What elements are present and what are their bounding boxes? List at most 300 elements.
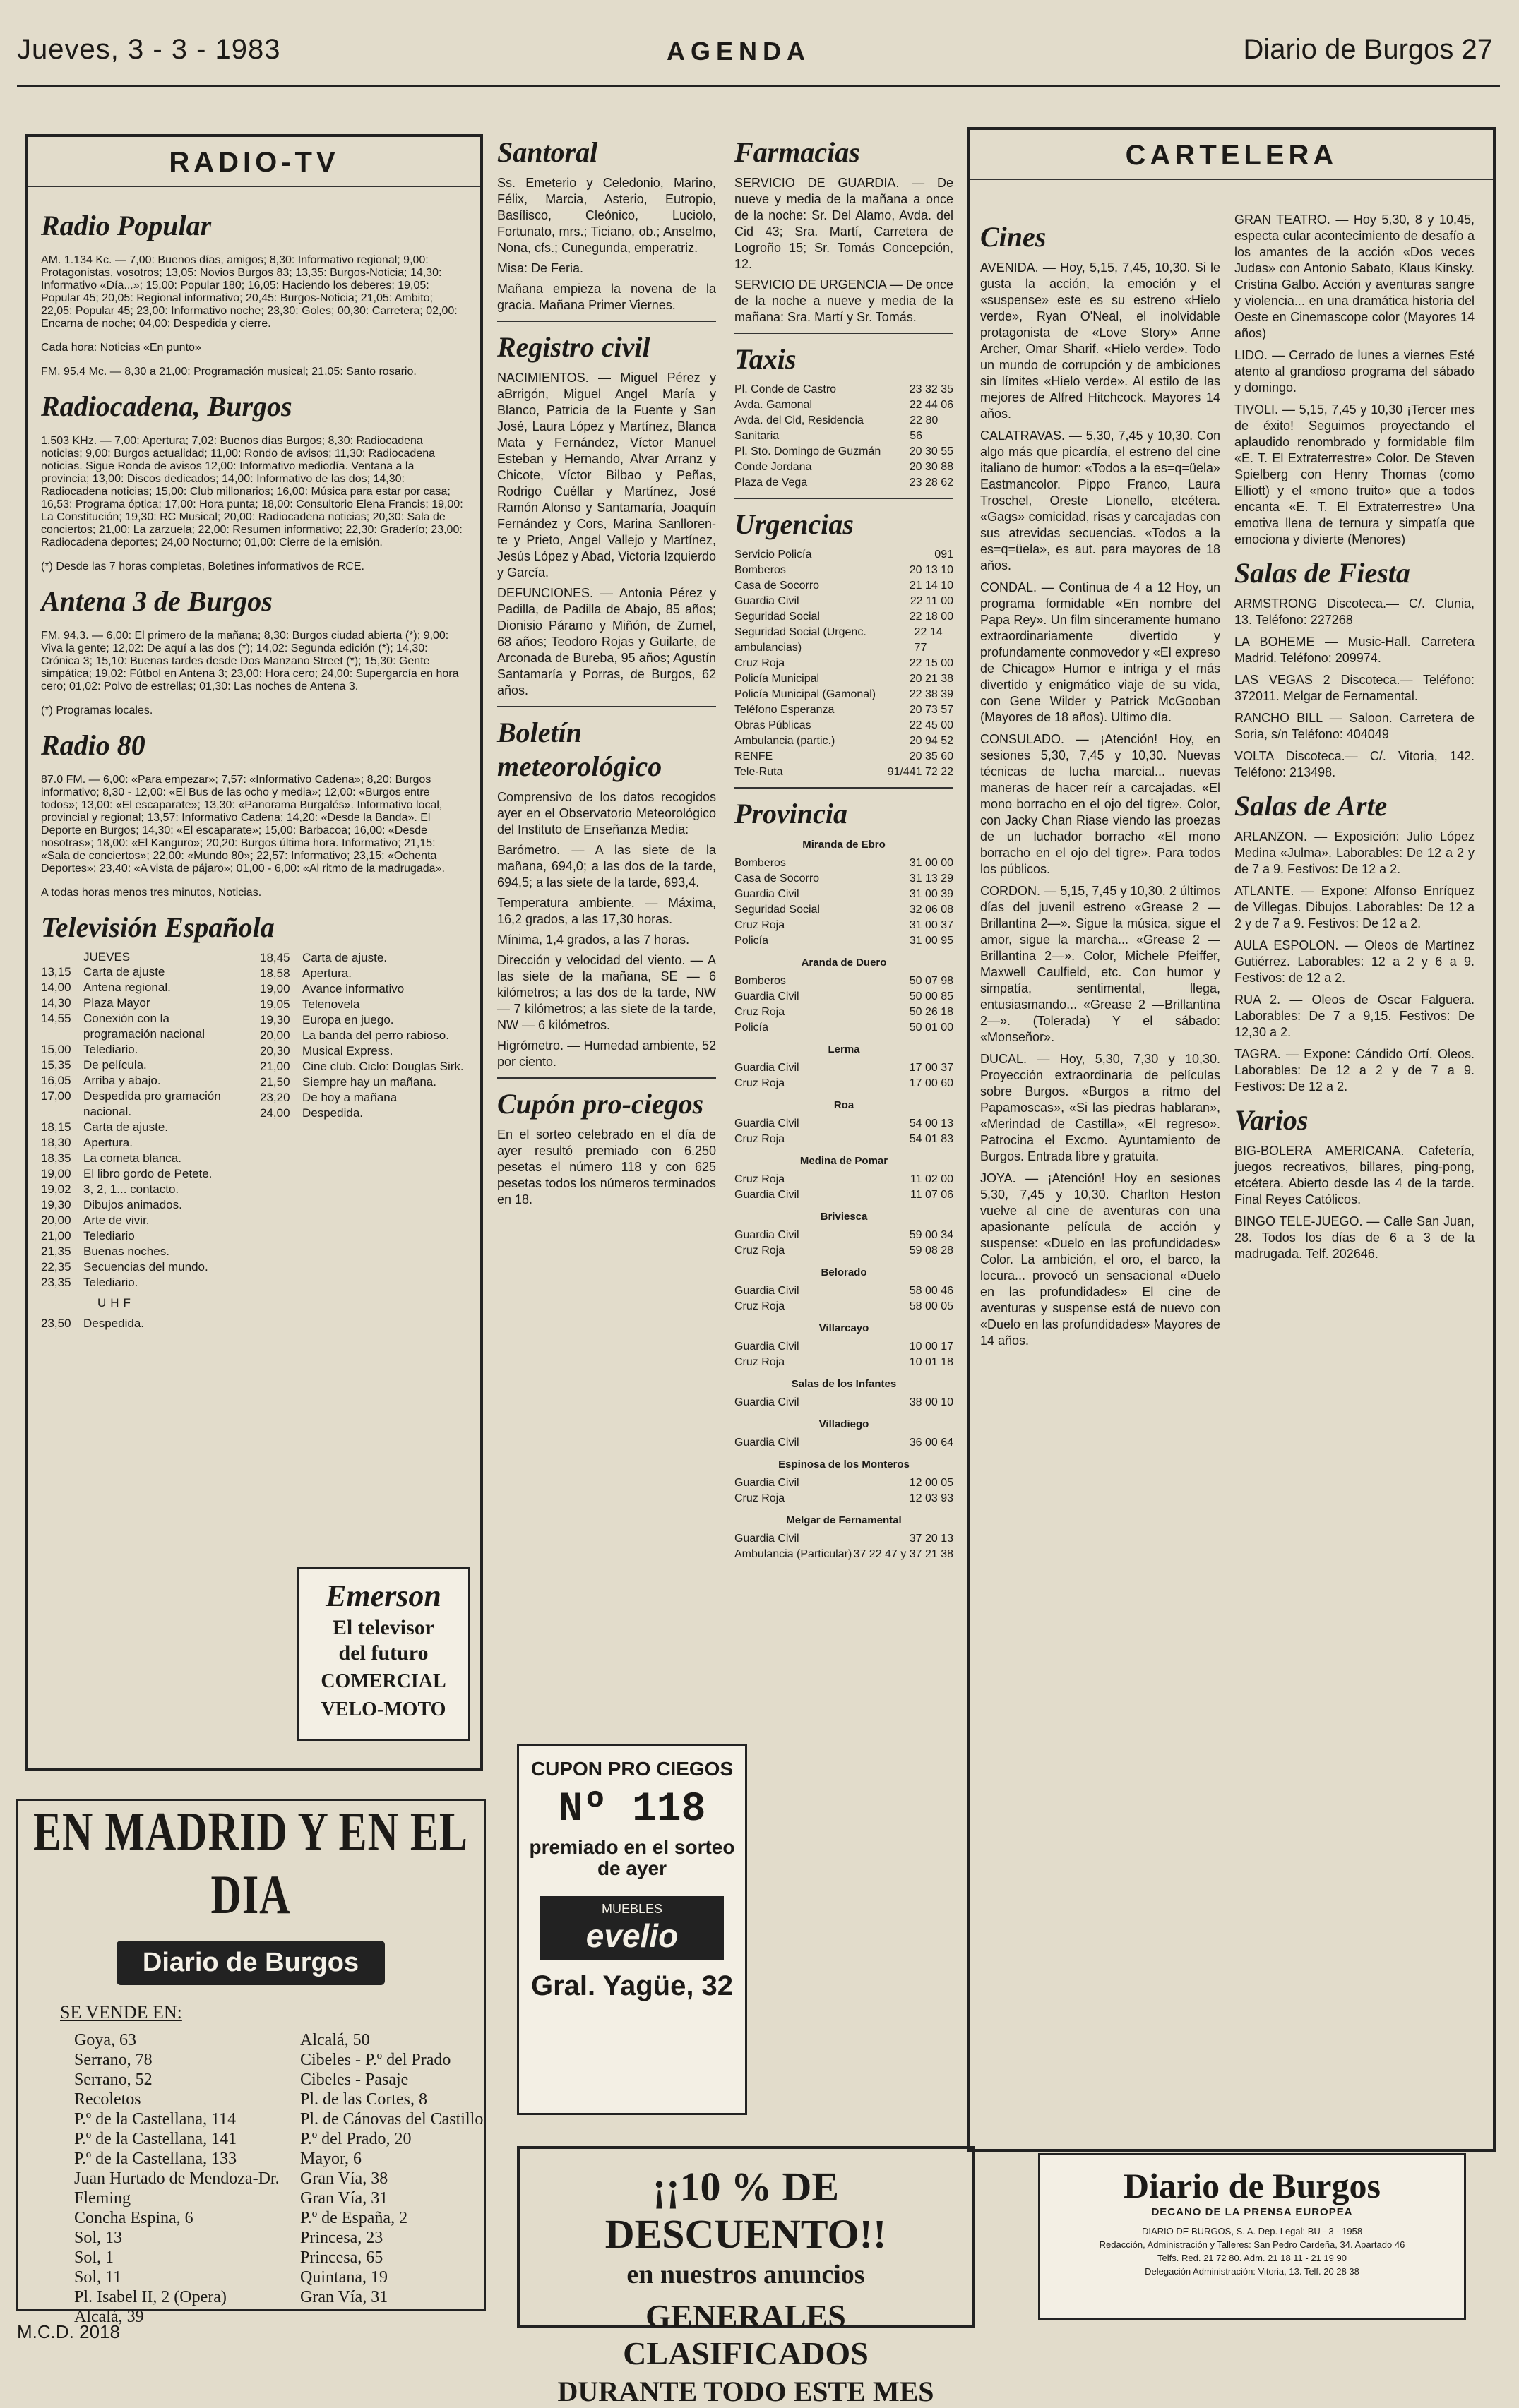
tve-time: 14,55	[41, 1012, 71, 1025]
tve-program: Apertura.	[83, 1136, 133, 1149]
tve-time: 18,45	[260, 951, 290, 964]
emerson-line4: VELO-MOTO	[321, 1699, 446, 1720]
tve-left-list	[41, 964, 246, 1290]
taxi-row-label: Conde Jordana	[734, 461, 812, 473]
provincia-row-label: Policía	[734, 1022, 769, 1034]
madrid-address: Alcalá, 50	[300, 2031, 370, 2049]
provincia-town: Villadiego	[818, 1418, 869, 1430]
provincia-town-list	[734, 1060, 953, 1091]
tve-row	[260, 1090, 465, 1106]
farmacias-title: Farmacias	[734, 136, 860, 168]
provincia-row	[734, 1339, 953, 1355]
cine-granteatro: GRAN TEATRO. — Hoy 5,30, 8 y 10,45, especta cular acontecimiento de desafío a los amantes de la acción «Dos veces Judas» con Antonio Sabato, Klaus Kinsky. Cristina Galbo. Acción y aventuras sangre y violencia... en una dramática historia del Oeste en Cinemascope color (Mayores 14 años)	[1234, 212, 1475, 340]
arte-rua: RUA 2. — Oleos de Oscar Falguera. Laborables: De 7 a 9,15. Festivos: De 12,30 a 2.	[1234, 993, 1475, 1039]
tve-row	[260, 1074, 465, 1090]
provincia-row-phone: 32 06 08	[909, 904, 953, 916]
tve-program: Carta de ajuste.	[83, 1120, 169, 1134]
provincia-row	[734, 1395, 953, 1410]
header-date: Jueves, 3 - 3 - 1983	[17, 34, 281, 65]
tve-row	[260, 1106, 465, 1121]
tve-row	[41, 1213, 246, 1228]
tve-time: 20,30	[260, 1044, 290, 1058]
taxi-row-phone: 20 30 55	[909, 445, 953, 457]
provincia-row	[734, 1172, 953, 1187]
tve-time: 18,15	[41, 1120, 71, 1134]
tve-time: 24,00	[260, 1106, 290, 1120]
madrid-address: Concha Espina, 6	[74, 2209, 193, 2227]
madrid-address: Sol, 1	[74, 2248, 114, 2267]
divider	[734, 787, 953, 789]
provincia-town-list	[734, 856, 953, 949]
urgencia-row-phone: 91/441 72 22	[887, 766, 953, 778]
arte-atlante: ATLANTE. — Expone: Alfonso Enríquez de Villegas. Dibujos. Laborables: De 12 a 2 y de 7 a 9. Festivos: De 12 a 2.	[1234, 884, 1475, 930]
provincia-row	[734, 1132, 953, 1147]
tve-time: 19,30	[41, 1198, 71, 1211]
provincia-row	[734, 1283, 953, 1299]
tve-program: Despedida.	[302, 1106, 364, 1120]
madrid-address: P.º de la Castellana, 141	[74, 2130, 237, 2148]
madrid-address: Alcalá, 39	[74, 2308, 144, 2326]
madrid-address: Princesa, 23	[300, 2229, 383, 2247]
provincia-row-label: Seguridad Social	[734, 904, 820, 916]
provincia-row-phone: 31 00 37	[909, 919, 953, 931]
tve-time: 18,58	[260, 966, 290, 980]
provincia-row-label: Guardia Civil	[734, 1062, 799, 1074]
provincia-row	[734, 1475, 953, 1491]
madrid-address: Sol, 13	[74, 2229, 123, 2247]
tve-program: Plaza Mayor	[83, 996, 150, 1010]
madrid-logo: Diario de Burgos	[117, 1941, 385, 1985]
dburgos-title: Diario de Burgos	[1124, 2166, 1381, 2205]
taxi-row-phone: 20 30 88	[909, 461, 953, 473]
registro-title: Registro civil	[497, 331, 650, 363]
provincia-row	[734, 918, 953, 933]
radio-popular-fm: FM. 95,4 Mc. — 8,30 a 21,00: Programación musical; 21,05: Santo rosario.	[41, 366, 417, 378]
tve-row	[41, 1275, 246, 1290]
urgencia-row-phone: 22 15 00	[909, 657, 953, 669]
divider	[497, 706, 716, 707]
urgencia-row-phone: 20 35 60	[909, 750, 953, 762]
santoral-misa: Misa: De Feria.	[497, 261, 584, 275]
tve-title: Televisión Española	[41, 911, 275, 943]
provincia-row-phone: 31 00 39	[909, 888, 953, 900]
urgencia-row	[734, 749, 953, 765]
madrid-address: Gran Vía, 31	[300, 2288, 388, 2306]
dburgos-addr2: Redacción, Administración y Talleres: San Pedro Cardeña, 34. Apartado 46	[1099, 2239, 1405, 2250]
madrid-address: Pl. Isabel II, 2 (Opera)	[74, 2288, 227, 2306]
provincia-row-label: Cruz Roja	[734, 1077, 785, 1089]
urgencias-title: Urgencias	[734, 508, 854, 540]
tve-program: Secuencias del mundo.	[83, 1260, 208, 1274]
provincia-title: Provincia	[734, 798, 847, 829]
cupon-ad-title: CUPON PRO CIEGOS	[530, 1758, 734, 1780]
tve-last-program: Despedida.	[83, 1317, 145, 1330]
provincia-town: Briviesca	[820, 1211, 868, 1223]
madrid-ad	[16, 1799, 486, 2326]
madrid-address: P.º del Prado, 20	[300, 2130, 412, 2148]
radio80-note: A todas horas menos tres minutos, Noticias.	[41, 887, 262, 899]
urgencia-row-phone: 22 14 77	[914, 626, 943, 654]
tve-time: 19,00	[41, 1167, 71, 1180]
provincia-row-label: Cruz Roja	[734, 1245, 785, 1257]
boletin-min: Mínima, 1,4 grados, a las 7 horas.	[497, 933, 690, 947]
santoral-text: Ss. Emeterio y Celedonio, Marino, Félix, Marcia, Asterio, Eutropio, Basílisco, Cleónico, Luciolo, Fortunato, mrs.; Ticiano, ob.; Anselmo, Nona, cfs.; Cunegunda, emperatriz.	[497, 176, 716, 255]
madrid-headline: EN MADRID Y EN EL DIA	[33, 1801, 468, 1926]
provincia-row-phone: 10 00 17	[909, 1341, 953, 1353]
tve-program: Avance informativo	[302, 982, 405, 995]
tve-row	[41, 1011, 246, 1042]
boletin-barometro: Barómetro. — A las siete de la mañana, 694,0; a las dos de la tarde, 694,5; a las siete de la tarde, 693,4.	[497, 843, 716, 889]
provincia-row	[734, 1435, 953, 1451]
tve-program: Antena regional.	[83, 981, 171, 994]
urgencia-row-label: Obras Públicas	[734, 719, 811, 731]
urgencia-row-label: Ambulancia (partic.)	[734, 735, 835, 747]
emerson-line2: del futuro	[338, 1641, 429, 1665]
tve-program: De hoy a mañana	[302, 1091, 398, 1104]
urgencia-row-phone: 22 45 00	[909, 719, 953, 731]
provincia-row	[734, 887, 953, 902]
urgencia-row-label: Casa de Socorro	[734, 580, 820, 592]
urgencia-row-label: Guardia Civil	[734, 595, 799, 607]
tve-time: 19,30	[260, 1013, 290, 1026]
urgencia-row-phone: 20 21 38	[909, 673, 953, 685]
descuento-line3: GENERALES CLASIFICADOS	[623, 2298, 869, 2371]
tve-row	[41, 1073, 246, 1089]
provincia-row	[734, 1355, 953, 1370]
urgencia-row-label: Servicio Policía	[734, 549, 812, 561]
evelio-small: MUEBLES	[601, 1902, 663, 1916]
provincia-town: Espinosa de los Monteros	[778, 1458, 910, 1470]
taxi-row	[734, 444, 953, 460]
provincia-row	[734, 1531, 953, 1547]
madrid-address: Cibeles - Pasaje	[300, 2071, 409, 2089]
urgencia-row	[734, 702, 953, 718]
provincia-row	[734, 1076, 953, 1091]
provincia-row-label: Cruz Roja	[734, 1356, 785, 1368]
taxi-row-label: Avda. del Cid, Residencia Sanitaria	[734, 414, 864, 442]
madrid-sub: SE VENDE EN:	[60, 2002, 182, 2023]
provincia-row-label: Guardia Civil	[734, 1396, 799, 1408]
tve-row	[41, 1042, 246, 1058]
santoral-title: Santoral	[497, 136, 598, 168]
salas-fiesta-title: Salas de Fiesta	[1234, 557, 1410, 589]
madrid-address: Mayor, 6	[300, 2150, 362, 2168]
urgencia-row	[734, 765, 953, 780]
radiocadena-text: 1.503 KHz. — 7,00: Apertura; 7,02: Buenos días Burgos; 8,30: Radiocadena noticias; 9,00: Burgos actualidad; 11,00: Rondo de avisos; 11,30: Radiocadena noticias. Sigue Ronda de avisos 12,00: Informativo mediodía. Ventana a la provincia; 13,00: Discos dedicados; 14,00: Informativo de las dos; 14,30: Radiocadena noticias; 15,00: Club millonarios; 16,00: Música para estar por casa; 16,53: Programa óptica; 17,00: Hora punta; 18,00: Consultorio Elena Francis; 19,00: La Constitución; 19,30: RC Musical; 20,00: Radiocadena noticias; 20,30: Sala de conciertos; 21,00: La zarzuela; 22,00: Resumen informativo; 22,30: Graderío; 23,00: Radiocadena deportes; 24,00 Nocturno; 01,00: Cierre de la emisión.	[41, 435, 463, 549]
madrid-address: Princesa, 65	[300, 2248, 383, 2267]
cine-lido: LIDO. — Cerrado de lunes a viernes Esté atento al grandioso programa del sábado y domingo.	[1234, 348, 1475, 395]
radio-popular-title: Radio Popular	[41, 210, 212, 241]
taxi-row	[734, 413, 953, 444]
radio-popular-text2: Cada hora: Noticias «En punto»	[41, 342, 201, 354]
radiocadena-note: (*) Desde las 7 horas completas, Boletines informativos de RCE.	[41, 561, 364, 573]
madrid-address: P.º de la Castellana, 114	[74, 2110, 237, 2128]
urgencia-row	[734, 609, 953, 625]
urgencias-list	[734, 547, 953, 780]
boletin-temp: Temperatura ambiente. — Máxima, 16,2 grados, a las 17,30 horas.	[497, 896, 716, 926]
divider	[734, 333, 953, 334]
tve-program: Telediario.	[83, 1276, 138, 1289]
tve-program: Telediario	[83, 1229, 135, 1242]
fiesta-vegas: LAS VEGAS 2 Discoteca.— Teléfono: 372011. Melgar de Fernamental.	[1234, 673, 1475, 703]
madrid-address: Goya, 63	[74, 2031, 136, 2049]
provincia-row-label: Cruz Roja	[734, 1006, 785, 1018]
provincia-town: Melgar de Fernamental	[786, 1514, 902, 1526]
provincia-row	[734, 1005, 953, 1020]
fiesta-rancho: RANCHO BILL — Saloon. Carretera de Soria, s/n Teléfono: 404049	[1234, 711, 1475, 741]
tve-schedule	[41, 950, 465, 1331]
provincia-row	[734, 1228, 953, 1243]
tve-time: 15,35	[41, 1058, 71, 1072]
urgencia-row-label: Bomberos	[734, 564, 786, 576]
tve-time: 17,00	[41, 1089, 71, 1103]
urgencia-row	[734, 718, 953, 733]
provincia-town: Roa	[833, 1099, 854, 1111]
urgencia-row-phone: 21 14 10	[909, 580, 953, 592]
madrid-address: Pl. de Cánovas del Castillo	[300, 2110, 484, 2128]
taxi-row	[734, 460, 953, 475]
varios-bigbolera: BIG-BOLERA AMERICANA. Cafetería, juegos recreativos, billares, ping-pong, etcétera. Abierto desde las 4 de la tarde. Final Reyes Católicos.	[1234, 1144, 1475, 1206]
fiesta-armstrong: ARMSTRONG Discoteca.— C/. Clunia, 13. Teléfono: 227268	[1234, 597, 1475, 627]
taxi-row	[734, 397, 953, 413]
tve-program: Cine club. Ciclo: Douglas Sirk.	[302, 1060, 464, 1073]
varios-bingo: BINGO TELE-JUEGO. — Calle San Juan, 28. Todos los días de 6 a 3 de la madrugada. Telf. 202646.	[1234, 1214, 1475, 1261]
provincia-town: Miranda de Ebro	[802, 839, 886, 851]
taxi-row	[734, 475, 953, 491]
tve-uhf: UHF	[97, 1296, 135, 1310]
provincia-row-label: Cruz Roja	[734, 1300, 785, 1312]
tve-row	[260, 1043, 465, 1059]
tve-program: Telediario.	[83, 1043, 138, 1056]
tve-time: 19,00	[260, 982, 290, 995]
urgencia-row-label: Tele-Ruta	[734, 766, 783, 778]
tve-program: De película.	[83, 1058, 147, 1072]
cartelera-left-column	[980, 212, 1220, 1355]
tve-row	[41, 1197, 246, 1213]
tve-row	[41, 1244, 246, 1259]
urgencia-row-phone: 20 94 52	[909, 735, 953, 747]
madrid-address: Serrano, 78	[74, 2051, 153, 2069]
provincia-row	[734, 974, 953, 989]
dburgos-addr4: Delegación Administración: Vitoria, 13. Telf. 20 28 38	[1145, 2266, 1359, 2277]
emerson-ad	[297, 1567, 470, 1741]
urgencia-row	[734, 671, 953, 687]
tve-last-row	[41, 1316, 246, 1331]
urgencia-row-label: Policía Municipal	[734, 673, 820, 685]
cartelera-title: CARTELERA	[970, 130, 1493, 180]
tve-row	[41, 1151, 246, 1166]
descuento-line2: en nuestros anuncios	[626, 2260, 865, 2289]
provincia-row-phone: 31 00 95	[909, 935, 953, 947]
cine-joya: JOYA. — ¡Atención! Hoy en sesiones 5,30, 7,45 y 10,30. Charlton Heston vuelve al cine de aventuras con una apasionante película de acción y suspense: «Duelo en las profundidades» Color. La ambición, el oro, el barco, la locura... provocó un sensacional «Duelo en las profundidades» El cine de aventuras y suspense está de nuevo con «Duelo en las profundidades» Mayores de 14 años.	[980, 1171, 1220, 1348]
cupon-ad-number: Nº 118	[558, 1787, 706, 1833]
tve-row	[41, 1120, 246, 1135]
tve-program: Conexión con la programación nacional	[83, 1012, 205, 1041]
dburgos-addr1: DIARIO DE BURGOS, S. A. Dep. Legal: BU - 3 - 1958	[1141, 2226, 1363, 2236]
diario-burgos-box	[1038, 2153, 1466, 2320]
urgencia-row	[734, 656, 953, 671]
tve-program: 3, 2, 1... contacto.	[83, 1182, 179, 1196]
provincia-row-phone: 50 07 98	[909, 975, 953, 987]
provincia-row-phone: 37 22 47 y 37 21 38	[853, 1548, 953, 1560]
tve-row	[41, 964, 246, 980]
tve-row	[41, 1182, 246, 1197]
cartelera-right-column	[1234, 212, 1475, 1268]
dburgos-addr3: Telfs. Red. 21 72 80. Adm. 21 18 11 - 21 19 90	[1157, 2253, 1347, 2263]
madrid-address: Pl. de las Cortes, 8	[300, 2090, 427, 2109]
varios-title: Varios	[1234, 1104, 1309, 1136]
provincia-row-label: Casa de Socorro	[734, 873, 820, 885]
boletin-humedad: Higrómetro. — Humedad ambiente, 52 por ciento.	[497, 1038, 716, 1069]
divider	[497, 1077, 716, 1079]
tve-program: Dibujos animados.	[83, 1198, 182, 1211]
tve-time: 16,05	[41, 1074, 71, 1087]
tve-row	[41, 1089, 246, 1120]
taxi-row-phone: 22 44 06	[909, 399, 953, 411]
tve-time: 13,15	[41, 965, 71, 978]
taxi-row-phone: 23 32 35	[909, 383, 953, 395]
provincia-row-phone: 50 01 00	[909, 1022, 953, 1034]
madrid-address: Sol, 11	[74, 2268, 122, 2287]
provincia-row	[734, 1020, 953, 1036]
provincia-row	[734, 1491, 953, 1507]
cine-avenida: AVENIDA. — Hoy, 5,15, 7,45, 10,30. Si le gusta la acción, la emoción y el «suspense» este es su estreno «Hielo verde», Ryan O'Neal, el inolvidable protagonista de «Love Story» Anne Archer, Omar Sharif. «Hielo verde». Todo un mundo de corrupción y de ambiciones sin límites «Hielo verde». Al estilo de las mejores de Alfred Hitchcock. Mayores 14 años.	[980, 260, 1220, 421]
provincia-row	[734, 1299, 953, 1314]
fiesta-boheme: LA BOHEME — Music-Hall. Carretera Madrid. Teléfono: 209974.	[1234, 635, 1475, 665]
tve-time: 22,35	[41, 1260, 71, 1274]
madrid-address: Recoletos	[74, 2090, 141, 2109]
tve-time: 14,30	[41, 996, 71, 1010]
taxis-title: Taxis	[734, 343, 797, 375]
provincia-row	[734, 1187, 953, 1203]
tve-program: Musical Express.	[302, 1044, 393, 1058]
tve-row	[260, 950, 465, 966]
tve-program: La banda del perro rabioso.	[302, 1029, 449, 1042]
provincia-row-label: Policía	[734, 935, 769, 947]
madrid-address: Gran Vía, 31	[300, 2189, 388, 2208]
tve-row	[260, 1028, 465, 1043]
madrid-address: Gran Vía, 38	[300, 2169, 388, 2188]
provincia-town-list	[734, 1228, 953, 1259]
evelio-logo	[540, 1896, 724, 1960]
provincia-row-phone: 50 26 18	[909, 1006, 953, 1018]
urgencia-row	[734, 687, 953, 702]
provincia-town: Villarcayo	[818, 1322, 869, 1334]
urgencia-row-phone: 091	[934, 549, 953, 561]
provincia-row-phone: 17 00 37	[909, 1062, 953, 1074]
taxi-row-phone: 22 80 56	[910, 414, 939, 442]
tve-program: Carta de ajuste	[83, 965, 165, 978]
tve-row	[41, 980, 246, 995]
tve-time: 21,50	[260, 1075, 290, 1089]
taxi-row	[734, 382, 953, 397]
madrid-address: P.º de la Castellana, 133	[74, 2150, 237, 2168]
provincia-row-label: Guardia Civil	[734, 1533, 799, 1545]
madrid-address: P.º de España, 2	[300, 2209, 408, 2227]
radio-popular-text: AM. 1.134 Kc. — 7,00: Buenos días, amigos; 8,30: Informativo regional; 9,00: Protagonistas, vosotros; 13,05: Novios Burgos 83; 13,35: Burgos-Noticia; 14,30: Informativo «Día...»; 15,00: Popular 180; 16,05: Haciendo los deberes; 19,05: Popular 45; 20,05: Regional informativo; 20,45: Burgos-Noticia; 21,05: Ambito; 22,05: Popular 45; 23,00: Informativo noche; 23,30: Goles; 00,30: Carretera; 02,00: Encarna de noche; 04,00: Despedida y cierre.	[41, 254, 458, 330]
tve-time: 14,00	[41, 981, 71, 994]
provincia-row-phone: 12 03 93	[909, 1492, 953, 1504]
urgencia-row-label: Cruz Roja	[734, 657, 785, 669]
radio80-title: Radio 80	[41, 729, 145, 761]
evelio-street: Gral. Yagüe, 32	[530, 1970, 734, 2001]
urgencia-row-phone: 20 13 10	[909, 564, 953, 576]
provincia-row	[734, 989, 953, 1005]
tve-time: 18,35	[41, 1151, 71, 1165]
tve-row	[260, 1012, 465, 1028]
urgencia-row	[734, 578, 953, 594]
provincia-row	[734, 1060, 953, 1076]
antena3-title: Antena 3 de Burgos	[41, 585, 273, 617]
cine-ducal: DUCAL. — Hoy, 5,30, 7,30 y 10,30. Proyección extraordinaria de películas sobre Burgos. «Burgos a ritmo del Papamoscas», «Si las piedras hablaran», «Merindad de Castilla», «El regreso». Patrocina el Excmo. Ayuntamiento de Burgos. Entrada libre y gratuita.	[980, 1052, 1220, 1163]
provincia-row-phone: 37 20 13	[909, 1533, 953, 1545]
provincia-row-label: Guardia Civil	[734, 1341, 799, 1353]
urgencia-row-phone: 20 73 57	[909, 704, 953, 716]
provincia-row-label: Guardia Civil	[734, 990, 799, 1002]
registro-defunciones: DEFUNCIONES. — Antonia Pérez y Padilla, de Padilla de Abajo, 85 años; Dionisio Páramo y Miñón, de Zumel, 68 años; Teodoro Rojas y Guilarte, de Arconada de Bureba, 95 años; Agustín Santamaría y Porras, de Burgos, 62 años.	[497, 586, 716, 697]
provincia-town-list	[734, 1339, 953, 1370]
cine-consulado: CONSULADO. — ¡Atención! Hoy, en sesiones 5,30, 7,45 y 10,30. Nuevas técnicas de lucha marcial... nuevas maneras de hacer reír a carcajadas. «El mono borracho en el ojo del tigre». Color, con Jacky Chan Riase viendo las proezas de un luchador borracho «El mono borracho en el ojo del tigre». Para todos los públicos.	[980, 732, 1220, 876]
urgencia-row-label: Seguridad Social	[734, 611, 820, 623]
provincia-town-list	[734, 1172, 953, 1203]
madrid-address: Cibeles - P.º del Prado	[300, 2051, 451, 2069]
tve-time: 23,20	[260, 1091, 290, 1104]
tve-row	[41, 995, 246, 1011]
tve-row	[41, 1259, 246, 1275]
madrid-right-list	[300, 2030, 526, 2327]
tve-program: Siempre hay un mañana.	[302, 1075, 436, 1089]
tve-program: Buenas noches.	[83, 1245, 169, 1258]
provincia-row-phone: 58 00 05	[909, 1300, 953, 1312]
urgencia-row	[734, 547, 953, 563]
tve-row	[260, 997, 465, 1012]
provincia-town: Belorado	[821, 1266, 867, 1278]
footer-credit: M.C.D. 2018	[17, 2321, 120, 2342]
cupon-title: Cupón pro-ciegos	[497, 1088, 704, 1120]
tve-right-column	[260, 950, 465, 1331]
farmacias-text2: SERVICIO DE URGENCIA — De once de la noche a nueve y media de la mañana: Sra. Martí y Sr. Tomás.	[734, 277, 953, 324]
tve-time: 21,00	[260, 1060, 290, 1073]
tve-program: Carta de ajuste.	[302, 951, 388, 964]
provincia-row-phone: 12 00 05	[909, 1477, 953, 1489]
tve-time: 18,30	[41, 1136, 71, 1149]
cupon-text: En el sorteo celebrado en el día de ayer resultó premiado con 6.250 pesetas el número 118 y con 625 pesetas todos los números terminados en 18.	[497, 1127, 716, 1206]
provincia-row-phone: 59 00 34	[909, 1229, 953, 1241]
provincia-row-phone: 31 13 29	[909, 873, 953, 885]
antena3-note: (*) Programas locales.	[41, 705, 153, 717]
tve-program: El libro gordo de Petete.	[83, 1167, 213, 1180]
cine-tivoli: TIVOLI. — 5,15, 7,45 y 10,30 ¡Tercer mes de éxito! Seguimos proyectando el aplaudido renombrado y formidable film «E. T. El Extraterrestre» Color. De Steven Spielberg con Henry Thomas (como Elliott) y el «mono truito» que a todos encanta «E. T. El Extraterrestre» Una emotiva llena de ternura y simpatía que emociona y divierte (Menores)	[1234, 402, 1475, 546]
tve-last-time: 23,50	[41, 1317, 71, 1330]
provincia-row-label: Guardia Civil	[734, 1118, 799, 1130]
provincia-row-phone: 38 00 10	[909, 1396, 953, 1408]
urgencia-row	[734, 563, 953, 578]
cine-calatravas: CALATRAVAS. — 5,30, 7,45 y 10,30. Con algo más que picardía, el estreno del cine italiano de humor: «Todos a la es=q=üela» Eastmancolor. Pippo Franco, Laura Troschel, Oreste Lionello, etcétera. «Gags» comicidad, risas y carcajadas con sus atrevidas secuencias. «Todos a la es=q=üela», es aut. para mayores de 18 años.	[980, 429, 1220, 573]
arte-tagra: TAGRA. — Expone: Cándido Ortí. Oleos. Laborables: De 12 a 2 y de 7 a 9. Festivos: De 12 a 2.	[1234, 1047, 1475, 1094]
urgencia-row-phone: 22 11 00	[910, 595, 953, 607]
provincia-town-list	[734, 1283, 953, 1314]
dburgos-sub: DECANO DE LA PRENSA EUROPEA	[1151, 2206, 1353, 2218]
taxi-row-label: Plaza de Vega	[734, 477, 808, 489]
provincia-row-label: Guardia Civil	[734, 1437, 799, 1449]
tve-program: La cometa blanca.	[83, 1151, 181, 1165]
provincia-row-label: Guardia Civil	[734, 1229, 799, 1241]
madrid-address: Quintana, 19	[300, 2268, 388, 2287]
provincia-row-phone: 54 00 13	[909, 1118, 953, 1130]
provincia-row-phone: 54 01 83	[909, 1133, 953, 1145]
provincia-row	[734, 871, 953, 887]
tve-program: Despedida pro gramación nacional.	[83, 1089, 221, 1118]
